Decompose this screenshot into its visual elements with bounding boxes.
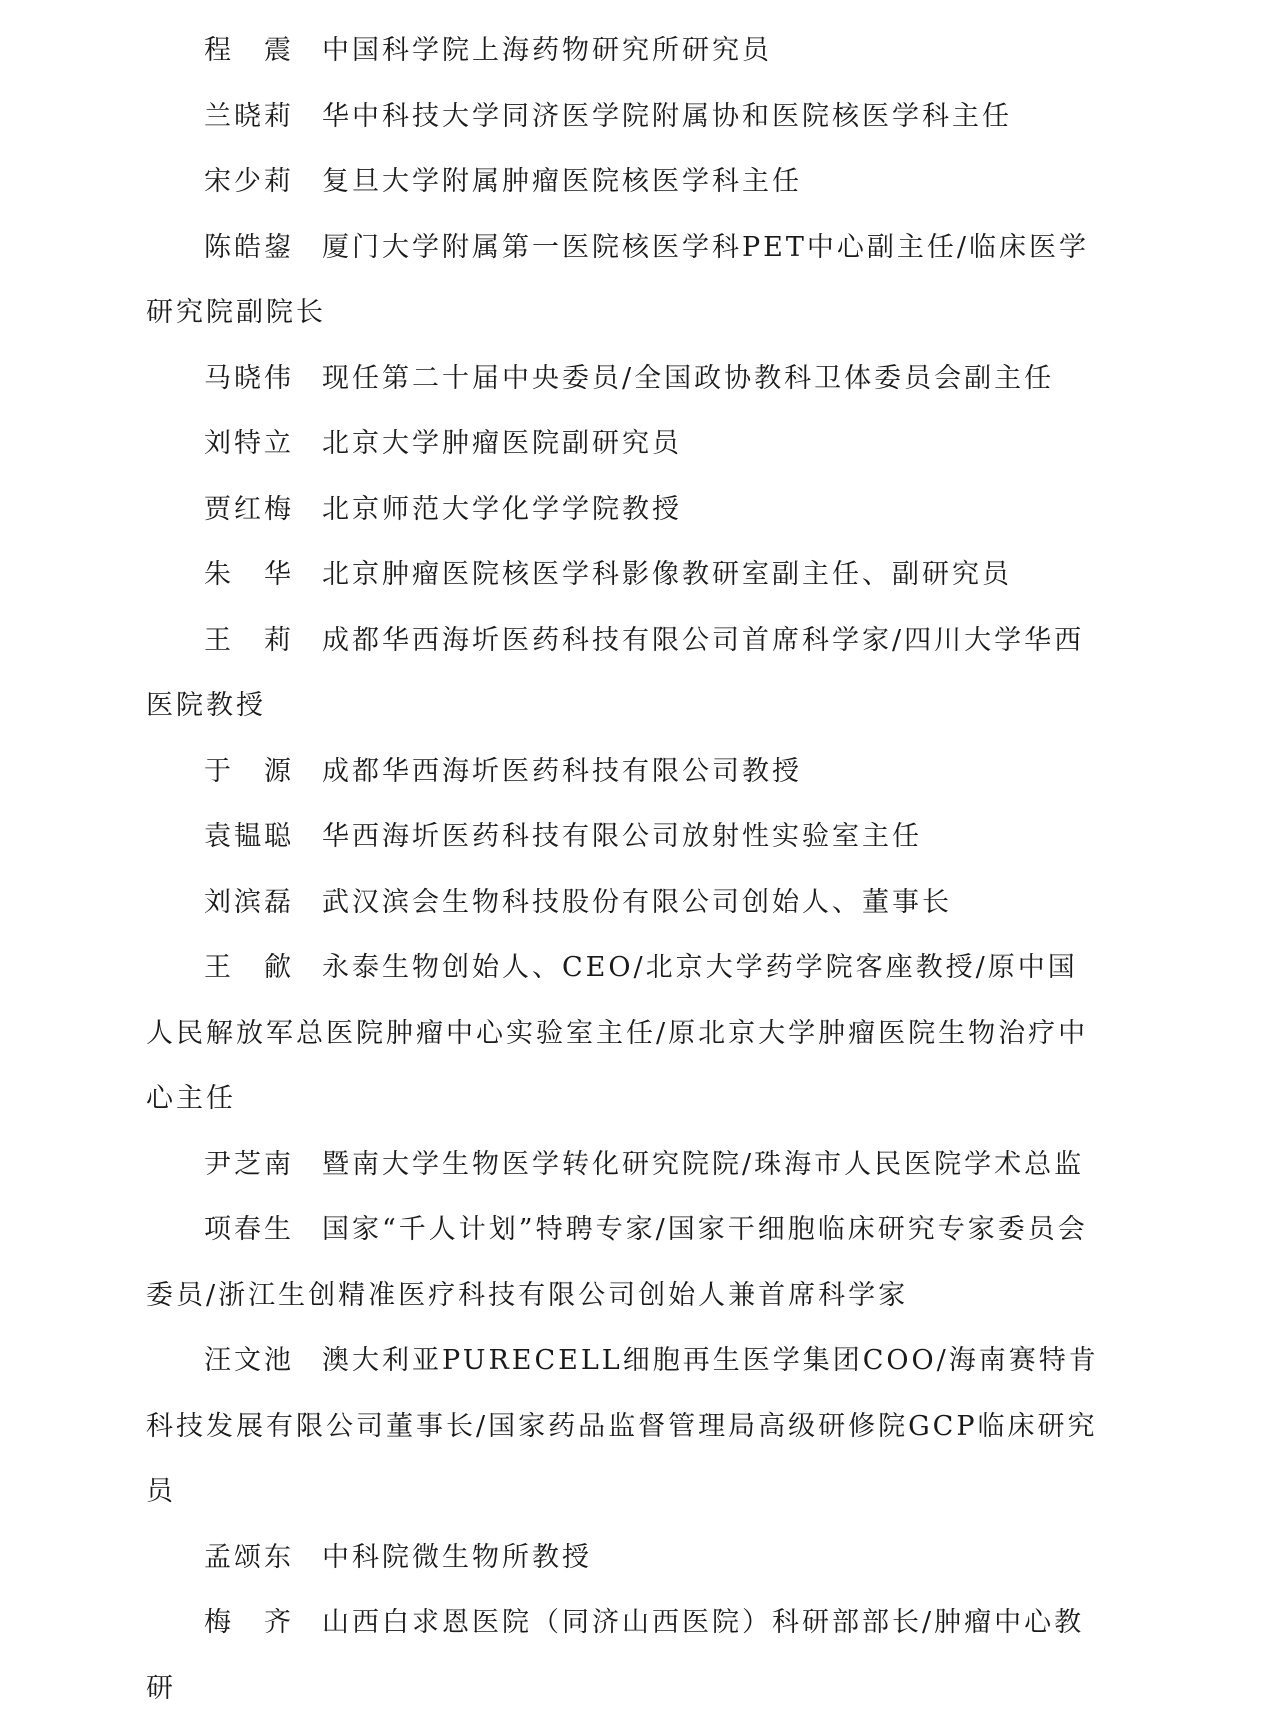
person-title: 华中科技大学同济医学院附属协和医院核医学科主任 [322,100,1012,132]
person-name: 马晓伟 [204,362,294,394]
person-title: 澳大利亚PURECELL细胞再生医学集团COO/海南赛特肯科技发展有限公司董事长/国家药品监督管理局高级研修院GCP临床研究员 [146,1345,1099,1507]
person-name: 王 歈 [204,952,294,983]
person-name: 陈皓鋆 [204,231,294,263]
person-title: 现任第二十届中央委员/全国政协教科卫体委员会副主任 [322,362,1055,394]
list-item [146,804,1106,870]
list-item [146,935,1106,1132]
person-title: 武汉滨会生物科技股份有限公司创始人、董事长 [322,886,952,918]
list-item [146,1525,1106,1591]
person-name: 王 莉 [204,624,294,656]
person-title: 国家“千人计划”特聘专家/国家干细胞临床研究专家委员会委员/浙江生创精准医疗科技有限公司创始人兼首席科学家 [146,1214,1088,1311]
list-item [146,346,1106,412]
person-name: 袁韫聪 [204,821,294,852]
person-name: 梅 齐 [204,1607,294,1638]
person-name: 程 震 [204,35,294,66]
person-title: 华西海圻医药科技有限公司放射性实验室主任 [322,821,922,852]
person-name: 于 源 [204,755,294,787]
person-title: 北京肿瘤医院核医学科影像教研室副主任、副研究员 [322,559,1012,590]
list-item [146,1132,1106,1198]
person-name: 尹芝南 [204,1148,294,1180]
expert-list [146,18,1106,1721]
person-name: 汪文池 [204,1345,294,1376]
person-title: 中国科学院上海药物研究所研究员 [322,35,772,66]
person-title: 山西白求恩医院（同济山西医院）科研部部长/肿瘤中心教研 [146,1607,1085,1704]
list-item [146,542,1106,608]
person-title: 北京师范大学化学学院教授 [322,493,682,525]
person-name: 宋少莉 [204,166,294,197]
list-item [146,84,1106,150]
person-title: 厦门大学附属第一医院核医学科PET中心副主任/临床医学研究院副院长 [146,231,1089,328]
person-name: 朱 华 [204,559,294,590]
list-item [146,608,1106,739]
list-item [146,739,1106,805]
person-title: 暨南大学生物医学转化研究院院/珠海市人民医院学术总监 [322,1148,1085,1180]
person-name: 刘滨磊 [204,886,294,918]
person-title: 北京大学肿瘤医院副研究员 [322,428,682,459]
list-item [146,411,1106,477]
list-item [146,18,1106,84]
person-name: 兰晓莉 [204,100,294,132]
list-item [146,870,1106,936]
person-title: 永泰生物创始人、CEO/北京大学药学院客座教授/原中国人民解放军总医院肿瘤中心实验室主任/原北京大学肿瘤医院生物治疗中心主任 [146,952,1089,1114]
list-item [146,1590,1106,1721]
list-item [146,1197,1106,1328]
list-item [146,215,1106,346]
list-item [146,1328,1106,1525]
person-title: 中科院微生物所教授 [322,1541,592,1573]
person-title: 成都华西海圻医药科技有限公司教授 [322,755,802,787]
person-name: 孟颂东 [204,1541,294,1573]
person-name: 贾红梅 [204,493,294,525]
person-title: 复旦大学附属肿瘤医院核医学科主任 [322,166,802,197]
list-item [146,149,1106,215]
list-item [146,477,1106,543]
person-name: 项春生 [204,1214,294,1245]
person-title: 成都华西海圻医药科技有限公司首席科学家/四川大学华西医院教授 [146,624,1085,721]
person-name: 刘特立 [204,428,294,459]
